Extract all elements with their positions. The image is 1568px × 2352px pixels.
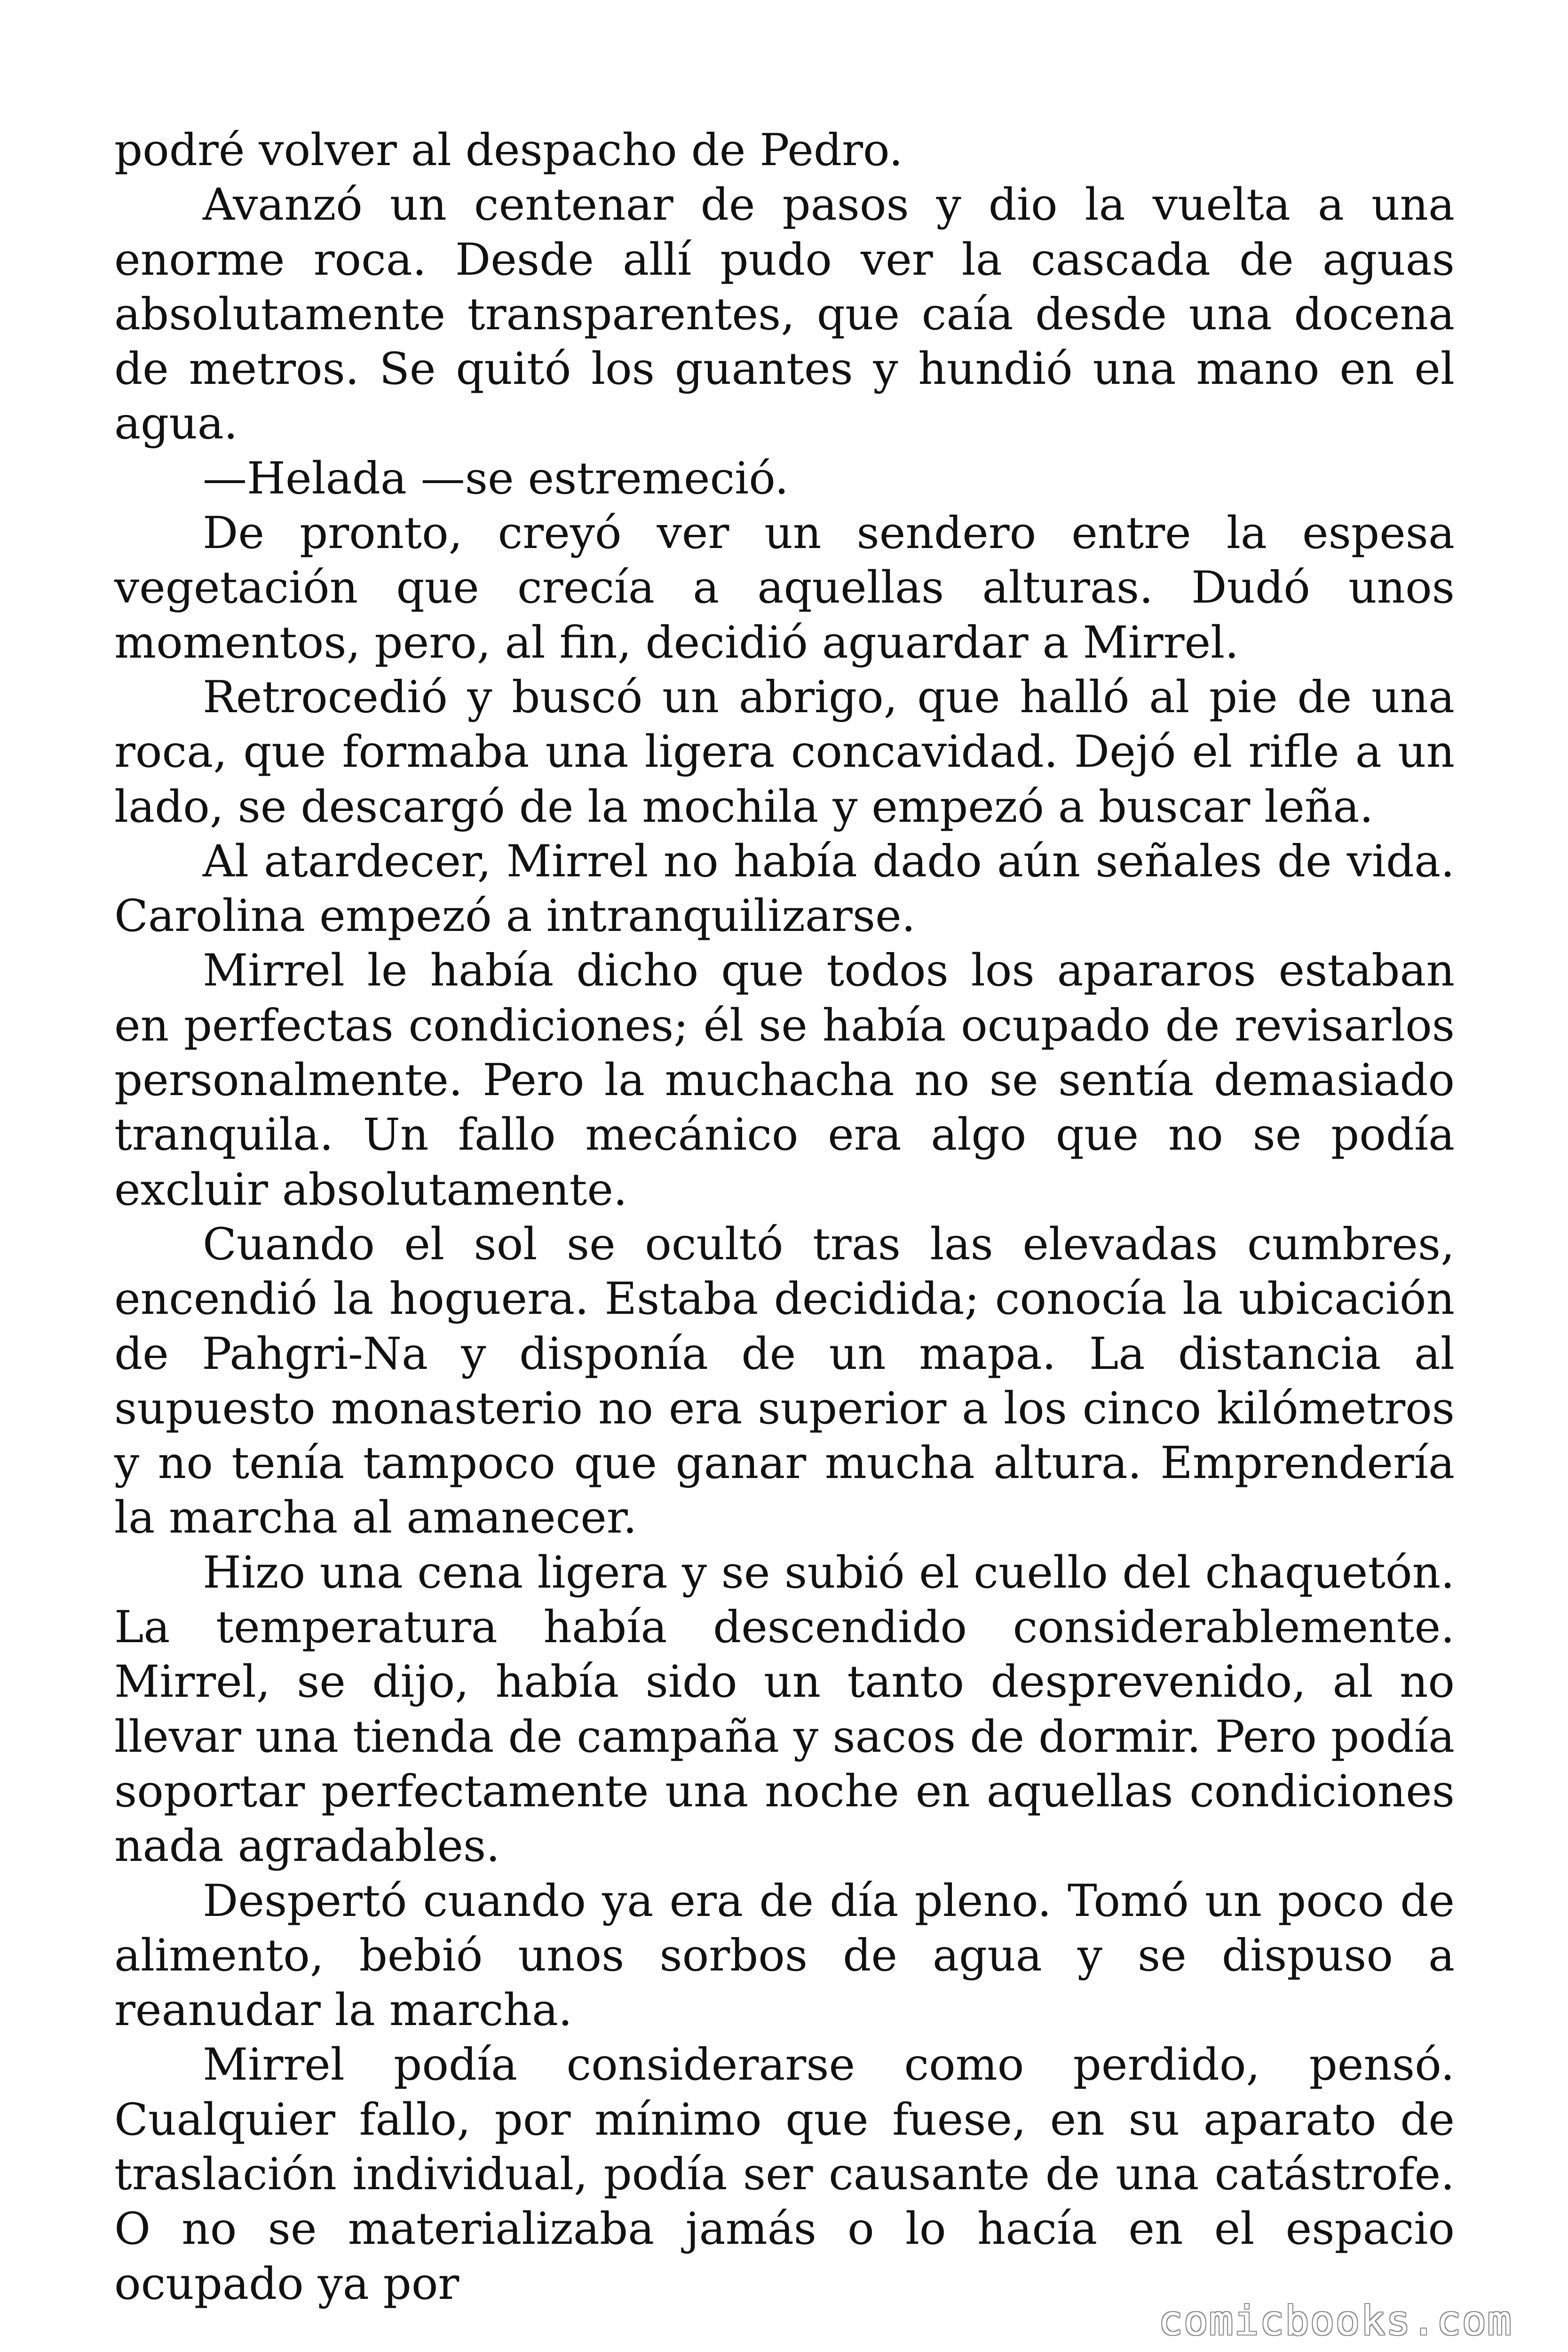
paragraph-3: —Helada —se estremeció. bbox=[203, 453, 789, 504]
paragraph-8: Cuando el sol se ocultó tras las elevadas cumbres, encendió la hoguera. Estaba decidida; conocía la ubicación de Pahgri-Na y disponía de un mapa. La distancia al supuesto monasterio no era superior a los cinco kilómetros y no tenía tampoco que ganar mucha altura. Emprendería la marcha al amanecer. bbox=[114, 1218, 1455, 1544]
paragraph-10: Despertó cuando ya era de día pleno. Tomó un poco de alimento, bebió unos sorbos de agua y se dispuso a reanudar la marcha. bbox=[114, 1875, 1455, 2036]
body-text bbox=[114, 123, 1455, 2312]
paragraph-2: Avanzó un centenar de pasos y dio la vuelta a una enorme roca. Desde allí pudo ver la cascada de aguas absolutamente transparentes, que caía desde una docena de metros. Se quitó los guantes y hundió una mano en el agua. bbox=[114, 179, 1455, 450]
paragraph-11: Mirrel podía considerarse como perdido, pensó. Cualquier fallo, por mínimo que fuese, en su aparato de traslación individual, podía ser causante de una catástrofe. O no se materializaba jamás o lo hacía en el espacio ocupado ya por bbox=[114, 2039, 1455, 2310]
paragraph-1: podré volver al despacho de Pedro. bbox=[114, 125, 903, 176]
paragraph-9: Hizo una cena ligera y se subió el cuello del chaquetón. La temperatura había descendido considerablemente. Mirrel, se dijo, había sido un tanto desprevenido, al no llevar una tienda de campaña y sacos de dormir. Pero podía soportar perfectamente una noche en aquellas condiciones nada agradables. bbox=[114, 1547, 1455, 1872]
paragraph-7: Mirrel le había dicho que todos los apararos estaban en perfectas condiciones; él se había ocupado de revisarlos personalmente. Pero la muchacha no se sentía demasiado tranquila. Un fallo mecánico era algo que no se podía excluir absolutamente. bbox=[114, 945, 1455, 1216]
paragraph-5: Retrocedió y buscó un abrigo, que halló al pie de una roca, que formaba una ligera concavidad. Dejó el rifle a un lado, se descargó de la mochila y empezó a buscar leña. bbox=[114, 671, 1455, 833]
paragraph-4: De pronto, creyó ver un sendero entre la espesa vegetación que crecía a aquellas alturas. Dudó unos momentos, pero, al fin, decidió aguardar a Mirrel. bbox=[114, 508, 1455, 668]
paragraph-6: Al atardecer, Mirrel no había dado aún señales de vida. Carolina empezó a intranquilizarse. bbox=[114, 835, 1455, 942]
watermark: comicbooks.com bbox=[1158, 2297, 1513, 2344]
